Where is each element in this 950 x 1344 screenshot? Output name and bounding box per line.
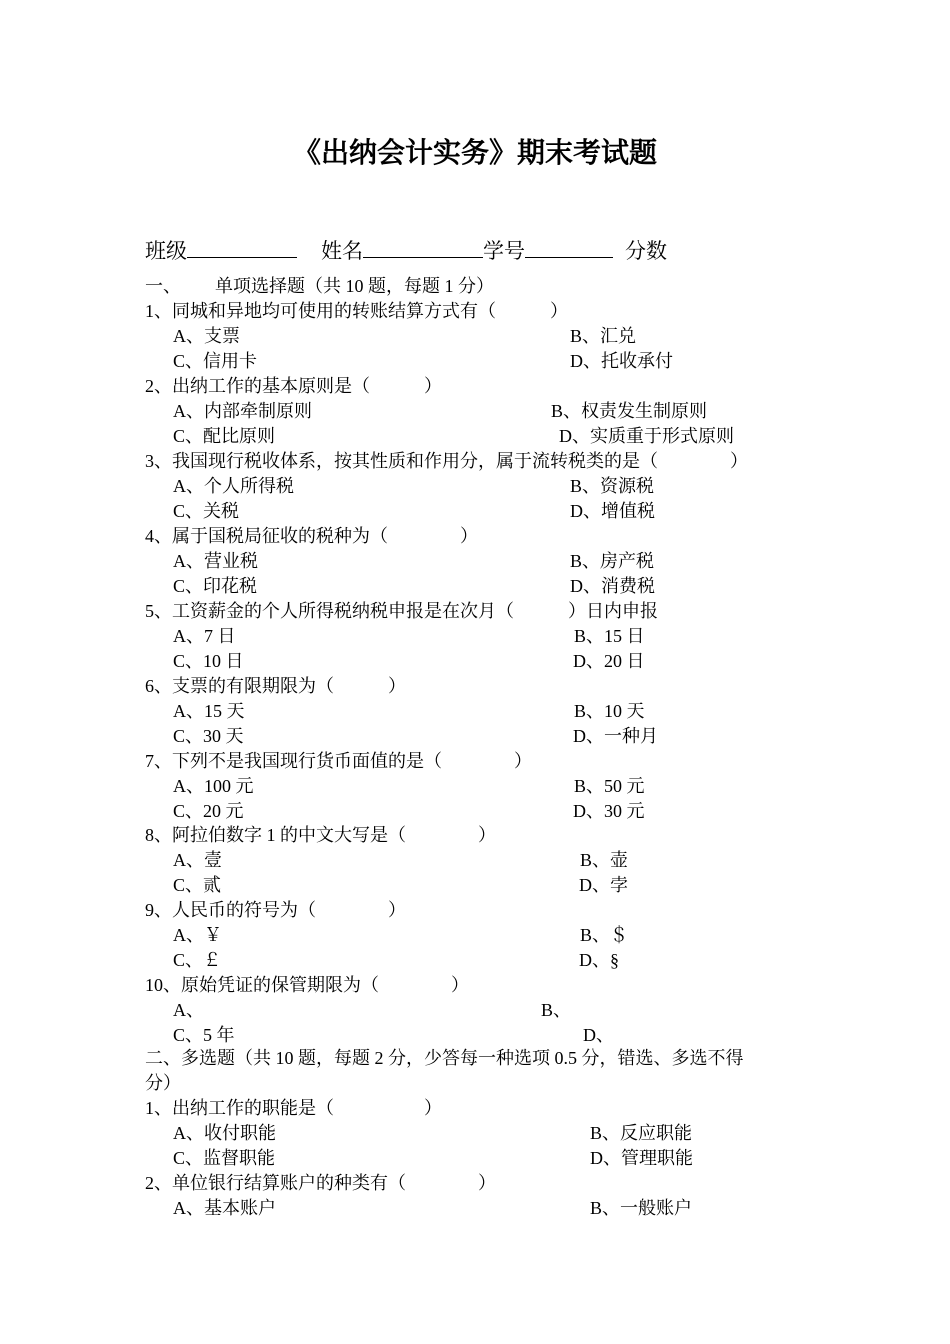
section1-number: 一、 bbox=[145, 276, 181, 296]
section2-heading: 二、多选题（共 10 题，每题 2 分，少答每一种选项 0.5 分，错选、多选不得 bbox=[145, 1048, 744, 1068]
single-choice-q2-option-b: B、权责发生制原则 bbox=[551, 401, 708, 421]
multi-choice-q2-question: 2、单位银行结算账户的种类有（ ） bbox=[145, 1173, 496, 1193]
single-choice-q6-option-d: D、一种月 bbox=[573, 726, 658, 746]
single-choice-q4-option-b: B、房产税 bbox=[570, 551, 655, 571]
single-choice-q8-question: 8、阿拉伯数字 1 的中文大写是（ ） bbox=[145, 825, 496, 845]
class-blank bbox=[187, 235, 297, 258]
single-choice-q7-option-a: A、100 元 bbox=[173, 776, 254, 796]
multi-choice-q1-question: 1、出纳工作的职能是（ ） bbox=[145, 1098, 442, 1118]
id-label: 学号 bbox=[483, 239, 525, 263]
name-blank bbox=[363, 235, 483, 258]
single-choice-q8-option-a: A、壹 bbox=[173, 850, 222, 870]
score-label: 分数 bbox=[625, 239, 667, 263]
single-choice-q7-option-b: B、50 元 bbox=[574, 776, 645, 796]
single-choice-q9-option-d: D、§ bbox=[579, 950, 619, 970]
single-choice-q9-option-a: A、￥ bbox=[173, 925, 222, 945]
single-choice-q2-option-d: D、实质重于形式原则 bbox=[559, 426, 734, 446]
single-choice-q7-option-c: C、20 元 bbox=[173, 801, 244, 821]
single-choice-q2-option-a: A、内部牵制原则 bbox=[173, 401, 312, 421]
single-choice-q5-option-d: D、20 日 bbox=[573, 651, 645, 671]
single-choice-q4-option-a: A、营业税 bbox=[173, 551, 258, 571]
single-choice-q8-option-c: C、贰 bbox=[173, 875, 222, 895]
exam-title: 《出纳会计实务》期末考试题 bbox=[292, 136, 657, 169]
single-choice-q5-option-a: A、7 日 bbox=[173, 626, 236, 646]
single-choice-q3-option-a: A、个人所得税 bbox=[173, 476, 294, 496]
single-choice-q5-option-c: C、10 日 bbox=[173, 651, 244, 671]
single-choice-q4-question: 4、属于国税局征收的税种为（ ） bbox=[145, 526, 478, 546]
multi-choice-q1-option-a: A、收付职能 bbox=[173, 1123, 276, 1143]
single-choice-q6-question: 6、支票的有限期限为（ ） bbox=[145, 676, 406, 696]
single-choice-q1-question: 1、同城和异地均可使用的转账结算方式有（ ） bbox=[145, 301, 568, 321]
single-choice-q1-option-d: D、托收承付 bbox=[570, 351, 673, 371]
single-choice-q10-option-b: B、 bbox=[541, 1000, 572, 1020]
multi-choice-q1-option-c: C、监督职能 bbox=[173, 1148, 276, 1168]
single-choice-q10-option-a: A、 bbox=[173, 1000, 204, 1020]
single-choice-q1-option-b: B、汇兑 bbox=[570, 326, 637, 346]
class-label: 班级 bbox=[145, 239, 187, 263]
single-choice-q3-option-b: B、资源税 bbox=[570, 476, 655, 496]
multi-choice-q2-option-b: B、一般账户 bbox=[590, 1198, 693, 1218]
single-choice-q4-option-d: D、消费税 bbox=[570, 576, 655, 596]
single-choice-q5-question: 5、工资薪金的个人所得税纳税申报是在次月（ ）日内申报 bbox=[145, 601, 658, 621]
single-choice-q6-option-a: A、15 天 bbox=[173, 701, 245, 721]
id-blank bbox=[525, 235, 613, 258]
single-choice-q6-option-c: C、30 天 bbox=[173, 726, 244, 746]
single-choice-q10-option-c: C、5 年 bbox=[173, 1025, 235, 1045]
multi-choice-q1-option-d: D、管理职能 bbox=[590, 1148, 693, 1168]
single-choice-q3-option-c: C、关税 bbox=[173, 501, 240, 521]
single-choice-q9-option-c: C、￡ bbox=[173, 950, 222, 970]
multi-choice-q2-option-a: A、基本账户 bbox=[173, 1198, 276, 1218]
single-choice-q5-option-b: B、15 日 bbox=[574, 626, 645, 646]
single-choice-q2-question: 2、出纳工作的基本原则是（ ） bbox=[145, 376, 442, 396]
section1-heading bbox=[145, 274, 494, 299]
single-choice-q9-question: 9、人民币的符号为（ ） bbox=[145, 900, 406, 920]
single-choice-q4-option-c: C、印花税 bbox=[173, 576, 258, 596]
section2-heading-cont: 分） bbox=[145, 1073, 181, 1093]
single-choice-q1-option-c: C、信用卡 bbox=[173, 351, 258, 371]
name-label: 姓名 bbox=[321, 239, 363, 263]
single-choice-q2-option-c: C、配比原则 bbox=[173, 426, 276, 446]
single-choice-q10-question: 10、原始凭证的保管期限为（ ） bbox=[145, 975, 469, 995]
student-info-line bbox=[145, 235, 667, 266]
multi-choice-q1-option-b: B、反应职能 bbox=[590, 1123, 693, 1143]
section1-title: 单项选择题（共 10 题，每题 1 分） bbox=[215, 276, 494, 296]
single-choice-q1-option-a: A、支票 bbox=[173, 326, 240, 346]
single-choice-q10-option-d: D、 bbox=[583, 1025, 614, 1045]
single-choice-q8-option-b: B、壶 bbox=[580, 850, 629, 870]
single-choice-q7-question: 7、下列不是我国现行货币面值的是（ ） bbox=[145, 751, 532, 771]
single-choice-q6-option-b: B、10 天 bbox=[574, 701, 645, 721]
single-choice-q9-option-b: B、＄ bbox=[580, 925, 629, 945]
single-choice-q7-option-d: D、30 元 bbox=[573, 801, 645, 821]
single-choice-q8-option-d: D、孛 bbox=[579, 875, 628, 895]
single-choice-q3-question: 3、我国现行税收体系，按其性质和作用分，属于流转税类的是（ ） bbox=[145, 451, 748, 471]
single-choice-q3-option-d: D、增值税 bbox=[570, 501, 655, 521]
